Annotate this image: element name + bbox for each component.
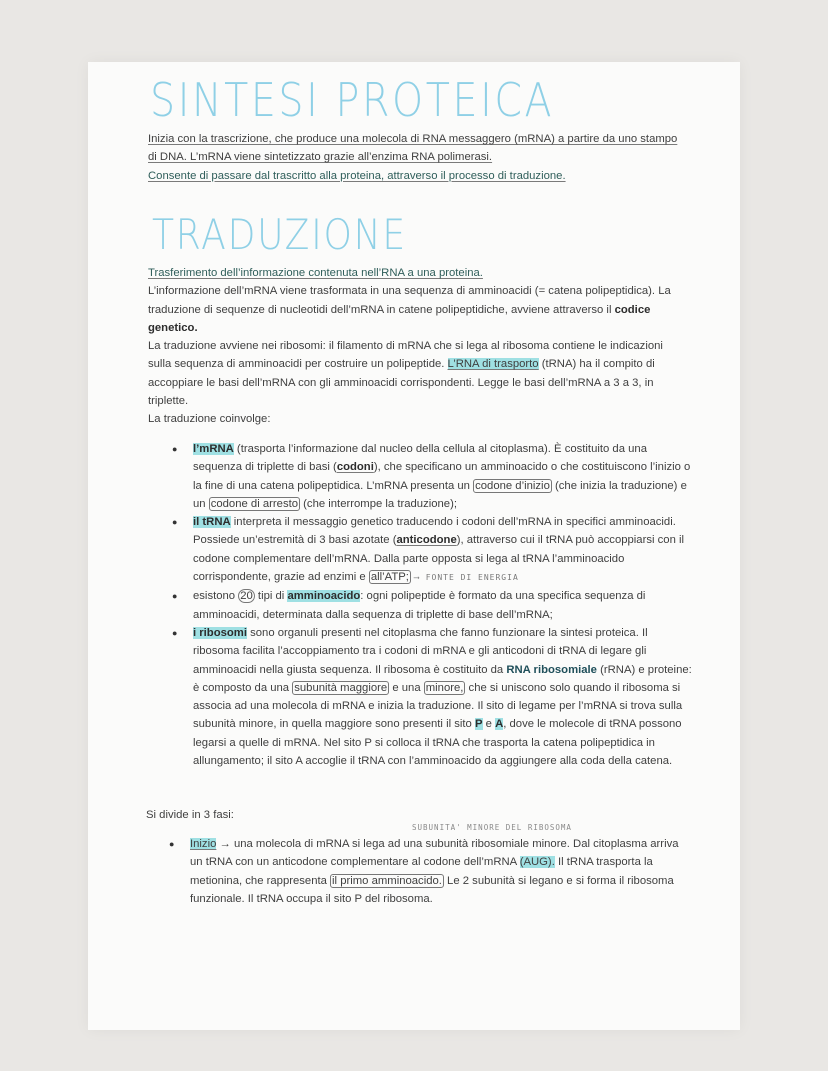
- trna-text-b: ), attraverso cui il tRNA può accoppiarsi con il codone complementare dell’mRNA. Dalla parte opposta si lega al tRNA l’amminoacido corrispondente, grazie ad enzimi e: [193, 534, 685, 584]
- rna-trasporto-highlight: L’RNA di trasporto: [447, 358, 539, 371]
- ribo-text-d: che si uniscono solo quando il ribosoma si associa ad una molecola di mRNA e inizia la traduzione. Il sito di legame per l’mRNA si trova sulla subunità minore, in quella maggiore sono presenti il sito: [193, 681, 683, 731]
- section-title: TRADUZIONE: [152, 210, 407, 259]
- traduzione-heading: Trasferimento dell’informazione contenuta nell’RNA a una proteina.: [148, 267, 483, 279]
- ribo-text-c: e una: [389, 681, 424, 694]
- site-p: P: [474, 718, 483, 731]
- phases-list: [190, 835, 690, 908]
- trna-term: il tRNA: [193, 516, 231, 529]
- amino-text-a: esistono: [193, 590, 239, 603]
- ribo-text-f: , dove le molecole di tRNA possono legarsi a quelle di mRNA. Nel sito P si colloca il tRNA che trasporta la catena polipeptidica in allungamento; il sito A accoglie il tRNA con l’amminoacido da aggiungere alla coda della catena.: [193, 718, 682, 768]
- ribosomi-term: i ribosomi: [193, 626, 247, 639]
- minore-box: minore,: [425, 681, 464, 694]
- ribo-text-e: e: [482, 718, 496, 731]
- codone-inizio-box: codone d’inizio: [475, 479, 550, 492]
- atp-box: all’ATP;: [370, 571, 409, 584]
- traduzione-p1: L’informazione dell’mRNA viene trasformata in una sequenza di amminoacidi (= catena polipeptidica). La traduzione di sequenze di nucleotidi dell’mRNA in catene polipeptidiche, avviene attraverso il: [148, 285, 671, 316]
- inizio-text-a: → una molecola di mRNA si lega ad una subunità ribosomiale minore. Dal citoplasma arriva un tRNA con un anticodone complementare al codone dell’mRNA: [190, 838, 679, 869]
- primo-amminoacido-box: il primo amminoacido.: [332, 874, 442, 887]
- traduzione-p3: La traduzione coinvolge:: [148, 413, 271, 426]
- list-item-mrna: [193, 440, 693, 513]
- ribo-text-a: sono organuli presenti nel citoplasma che fanno funzionare la sintesi proteica. Il ribosoma facilita l’accoppiamento tra i codoni di mRNA e gli anticodoni di tRNA di legare gli amminoacidi nella giusta sequenza. Il ribosoma è costituito da: [193, 626, 648, 676]
- intro-line-1: Inizia con la trascrizione, che produce una molecola di RNA messaggero (mRNA) a partire da uno stampo di DNA. L’mRNA viene sintetizzato grazie all’enzima RNA polimerasi.: [148, 133, 678, 164]
- codoni-term: codoni: [336, 461, 374, 474]
- traduzione-p2b: (tRNA) ha il compito di accoppiare le basi dell’mRNA con gli amminoacidi corrispondenti. Legge le basi dell’mRNA a 3 a 3, in triplette.: [148, 358, 655, 408]
- mrna-text-b: ), che specificano un amminoacido o che costituiscono l’inizio o la fine di una catena polipeptidica. L’mRNA presenta un: [193, 461, 691, 492]
- aug-highlight: (AUG).: [519, 856, 555, 869]
- codone-arresto-box: codone di arresto: [210, 497, 299, 510]
- amino-text-c: : ogni polipeptide è formato da una specifica sequenza di amminoacidi, determinata dalla sequenza di triplette di base dell’mRNA;: [193, 590, 646, 621]
- subunit-note: SUBUNITA' MINORE DEL RIBOSOMA: [412, 823, 572, 832]
- traduzione-p2a: La traduzione avviene nei ribosomi: il filamento di mRNA che si lega al ribosoma contiene le indicazioni sulla sequenza di amminoacidi per costruire un polipeptide.: [148, 340, 663, 371]
- mrna-text-c: (che inizia la traduzione) e un: [193, 479, 687, 510]
- ribo-text-b: (rRNA) e proteine: è composto da una: [193, 663, 692, 694]
- site-a: A: [495, 718, 504, 731]
- intro-line-2: Consente di passare dal trascritto alla proteina, attraverso il processo di traduzione.: [148, 169, 566, 182]
- components-list: [193, 440, 693, 770]
- mrna-text-d: (che interrompe la traduzione);: [300, 497, 457, 510]
- twenty-circle: 20: [240, 590, 253, 603]
- subunita-maggiore-box: subunità maggiore: [294, 681, 388, 694]
- amminoacido-term: amminoacido: [287, 590, 361, 603]
- codice-genetico: codice genetico.: [148, 303, 651, 334]
- fasi-intro: Si divide in 3 fasi:: [146, 809, 234, 821]
- list-item-trna: [193, 513, 693, 587]
- rrna-term: RNA ribosomiale: [506, 663, 597, 676]
- page-title: SINTESI PROTEICA: [150, 73, 555, 127]
- inizio-text-c: Le 2 subunità si legano e si forma il ribosoma funzionale. Il tRNA occupa il sito P del ribosoma.: [190, 874, 674, 905]
- list-item-inizio: [190, 835, 690, 908]
- energy-note: ⟶ FONTE DI ENERGIA: [414, 573, 519, 583]
- mrna-text-a: (trasporta l’informazione dal nucleo della cellula al citoplasma). È costituito da una sequenza di triplette di basi (: [193, 443, 647, 474]
- list-item-ribosomi: [193, 624, 693, 770]
- inizio-text-b: Il tRNA trasporta la metionina, che rappresenta: [190, 856, 653, 887]
- amino-text-b: tipi di: [254, 590, 288, 603]
- intro-paragraph: [148, 130, 688, 185]
- mrna-term: l’mRNA: [193, 443, 234, 455]
- inizio-term: Inizio: [190, 838, 217, 850]
- trna-text-a: interpreta il messaggio genetico traducendo i codoni dell’mRNA in specifici amminoacidi. Possiede un’estremità di 3 basi azotate (: [193, 516, 676, 547]
- anticodone-term: anticodone: [396, 534, 457, 547]
- list-item-amminoacido: [193, 587, 693, 624]
- traduzione-paragraph: [148, 264, 688, 429]
